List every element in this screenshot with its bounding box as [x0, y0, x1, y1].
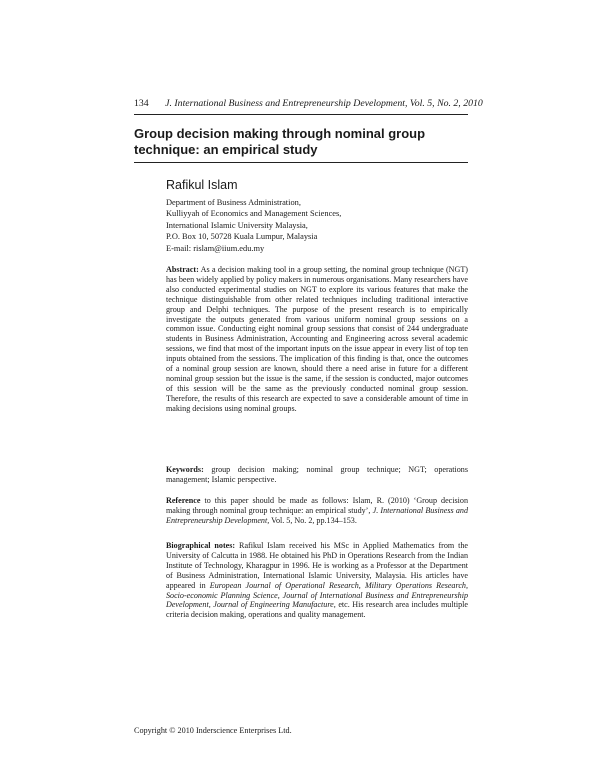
affiliation [166, 197, 341, 254]
keywords [166, 465, 468, 485]
journal-citation: J. International Business and Entrepreneurship Development, Vol. 5, No. 2, 2010 [165, 98, 483, 109]
keywords-text: group decision making; nominal group technique; NGT; operations management; Islamic perspective. [166, 465, 468, 484]
running-header [134, 98, 483, 109]
biographical-notes [166, 541, 468, 620]
affiliation-line: International Islamic University Malaysia, [166, 220, 308, 230]
copyright-notice: Copyright © 2010 Inderscience Enterprises Ltd. [134, 726, 292, 735]
affiliation-line: Kulliyyah of Economics and Management Sciences, [166, 209, 342, 219]
author-name: Rafikul Islam [166, 178, 238, 192]
header-rule-top [134, 114, 468, 115]
paper-title: Group decision making through nominal group technique: an empirical study [134, 126, 426, 157]
abstract-label: Abstract: [166, 265, 199, 274]
abstract [166, 265, 468, 414]
reference-journal: J. International Business and Entrepreneurship Development, [166, 505, 468, 525]
abstract-text: As a decision making tool in a group setting, the nominal group technique (NGT) has been widely applied by policy makers in numerous organisations. Many researchers have also conducted experimental studies on NGT to explore its various features that make the technique distinguishable from other related techniques including traditional interactive group and Delphi techniques. The purpose of the present research is to empirically investigate the outputs generated from various uniform nominal group sessions on a common issue. Conducting eight nominal group sessions that consist of 244 undergraduate students in Business Administration, Accounting and Engineering across several academic sessions, we find that most of the important inputs on the issue appear in every list of top ten inputs obtained from the sessions. The implication of this finding is that, once the outcomes of a nominal group session are known, should there a need arise in future for a different nominal group session but the issue is the same, if the session is conducted, major outcomes of this session will be the same as the previously conducted nominal group session. Therefore, the results of this research are expected to save a considerable amount of time in making decisions using nominal groups. [166, 265, 468, 413]
title-rule-bottom [134, 162, 468, 163]
page-number: 134 [134, 98, 149, 109]
bio-journals: European Journal of Operational Research, Military Operations Research, Socio-economic Planning Science, Journal of International Business and Entrepreneurship Development, Journal of Engineering Manufacture, [166, 580, 468, 610]
affiliation-line: Department of Business Administration, [166, 198, 301, 207]
reference [166, 496, 468, 526]
reference-label: Reference [166, 496, 201, 505]
affiliation-email: E-mail: rislam@iium.edu.my [166, 243, 265, 253]
affiliation-line: P.O. Box 10, 50728 Kuala Lumpur, Malaysia [166, 232, 318, 242]
bio-label: Biographical notes: [166, 541, 236, 550]
keywords-label: Keywords: [166, 465, 204, 474]
bio-text-end: etc. His research area includes multiple criteria decision making, operations and quality management. [166, 600, 468, 620]
bio-text: Rafikul Islam received his MSc in Applied Mathematics from the University of Calcutta in 1988. He obtained his PhD in Operations Research from the Indian Institute of Technology, Kharagpur in 1996. He is working as a Professor at the Department of Business Administration, International Islamic University, Malaysia. His articles have appeared in [166, 541, 468, 590]
reference-lead: to this paper should be made as follows: Islam, R. (2010) ‘Group decision making through nominal group technique: an empirical study’, [166, 496, 468, 515]
reference-tail: Vol. 5, No. 2, pp.134–153. [271, 515, 357, 525]
